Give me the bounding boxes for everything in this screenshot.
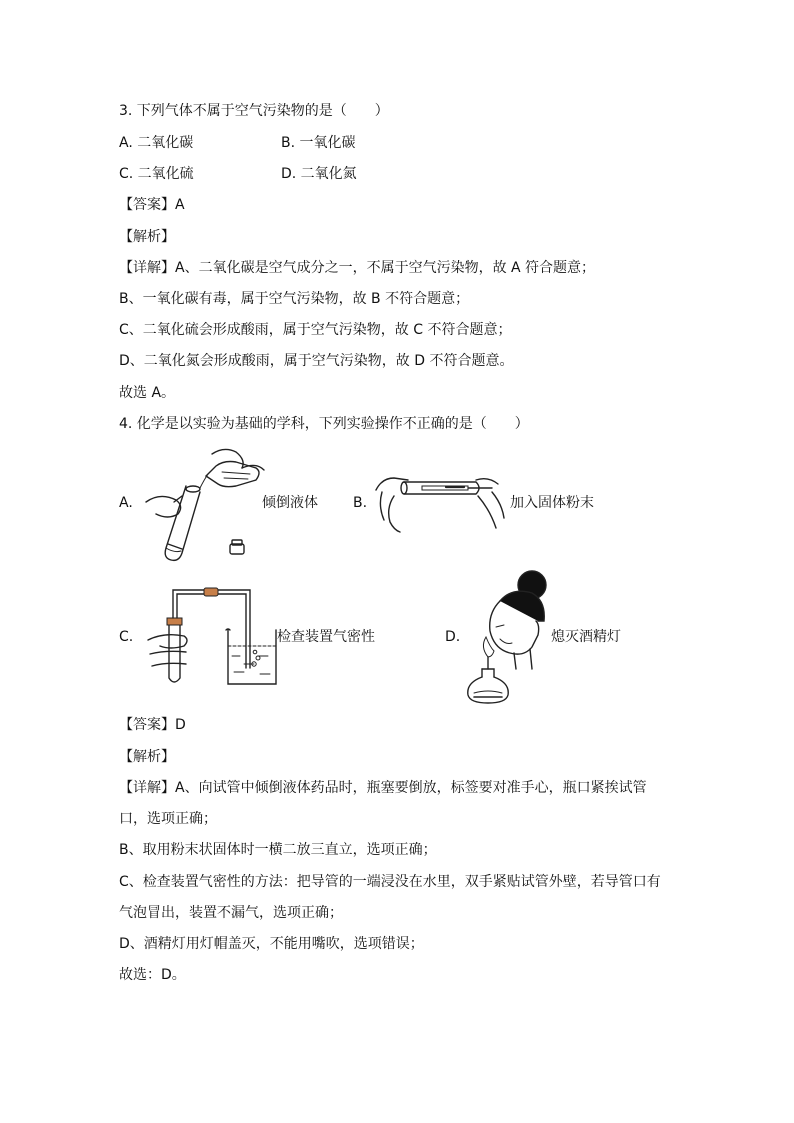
figure-d-letter: D. — [445, 629, 461, 645]
q4-conclusion: 故选：D。 — [119, 967, 186, 983]
q3-detail-line: C、二氧化硫会形成酸雨，属于空气污染物，故 C 不符合题意； — [119, 322, 512, 338]
q4-analysis-head: 【解析】 — [119, 749, 175, 765]
figure-a-caption: 倾倒液体 — [262, 495, 318, 511]
q3-stem: 3. 下列气体不属于空气污染物的是（ ） — [119, 103, 389, 119]
figure-d-alcohol-lamp — [460, 565, 555, 705]
q4-answer: 【答案】D — [119, 717, 186, 733]
q4-detail-line: C、检查装置气密性的方法：把导管的一端浸没在水里，双手紧贴试管外壁，若导管口有 — [119, 874, 661, 890]
q4-detail-line: B、取用粉末状固体时一横二放三直立，选项正确； — [119, 842, 437, 858]
figure-c-airtightness — [140, 580, 280, 690]
q4-detail-line: D、酒精灯用灯帽盖灭，不能用嘴吹，选项错误； — [119, 936, 424, 952]
q3-option-a: A. 二氧化碳 — [119, 135, 194, 151]
q3-analysis-head: 【解析】 — [119, 229, 175, 245]
q4-detail-line: 【详解】A、向试管中倾倒液体药品时，瓶塞要倒放，标签要对准手心，瓶口紧挨试管 — [119, 780, 647, 796]
q3-answer: 【答案】A — [119, 197, 185, 213]
figure-b-adding-powder — [372, 470, 507, 535]
q4-detail-line: 口，选项正确； — [119, 811, 217, 827]
q3-detail-line: D、二氧化氮会形成酸雨，属于空气污染物，故 D 不符合题意。 — [119, 353, 514, 369]
figure-d-caption: 熄灭酒精灯 — [551, 629, 621, 645]
q3-option-b: B. 一氧化碳 — [281, 135, 356, 151]
figure-b-caption: 加入固体粉末 — [510, 495, 594, 511]
q3-detail-line: B、一氧化碳有毒，属于空气污染物，故 B 不符合题意； — [119, 291, 470, 307]
q3-option-c: C. 二氧化硫 — [119, 166, 194, 182]
figure-a-pouring-liquid — [138, 440, 268, 565]
q3-detail-line: 【详解】A、二氧化碳是空气成分之一，不属于空气污染物，故 A 符合题意； — [119, 260, 596, 276]
q3-conclusion: 故选 A。 — [119, 385, 176, 401]
q3-option-d: D. 二氧化氮 — [281, 166, 357, 182]
figure-c-caption: 检查装置气密性 — [277, 629, 375, 645]
q4-detail-line: 气泡冒出，装置不漏气，选项正确； — [119, 905, 343, 921]
figure-c-letter: C. — [119, 629, 134, 645]
figure-b-letter: B. — [353, 495, 368, 511]
q4-stem: 4. 化学是以实验为基础的学科，下列实验操作不正确的是（ ） — [119, 416, 529, 432]
figure-a-letter: A. — [119, 495, 133, 511]
